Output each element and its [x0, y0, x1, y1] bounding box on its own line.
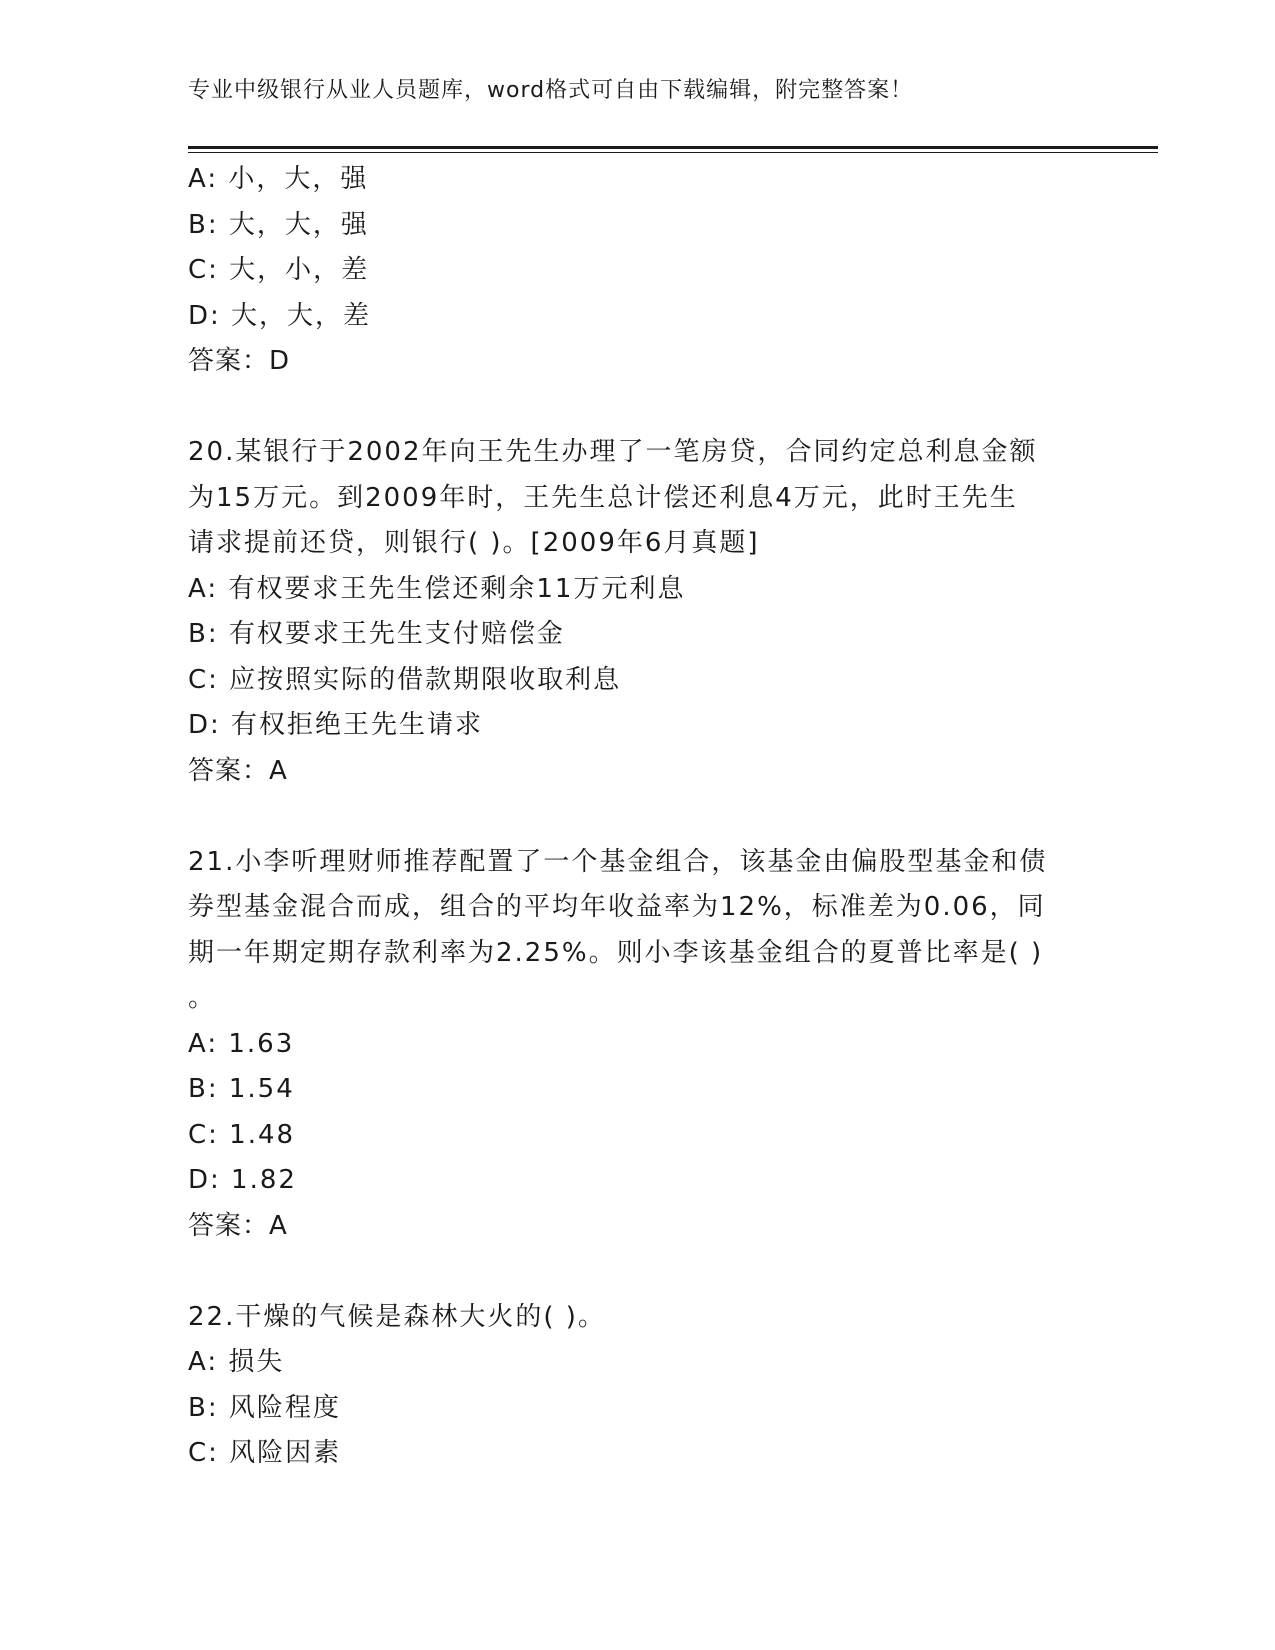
- option-a: A: 1.63: [188, 1028, 295, 1059]
- answer: 答案：D: [188, 346, 291, 376]
- option-c: C: 大，小，差: [188, 255, 370, 285]
- question-stem-line: 为15万元。到2009年时，王先生总计偿还利息4万元，此时王先生: [188, 482, 1018, 513]
- spacer: [188, 385, 1078, 431]
- question-stem-line: 21.小李听理财师推荐配置了一个基金组合，该基金由偏股型基金和债: [188, 846, 1048, 877]
- question-stem-line: 券型基金混合而成，组合的平均年收益率为12%，标准差为0.06，同: [188, 892, 1046, 922]
- document-body: [188, 157, 1078, 1477]
- option-c: C: 应按照实际的借款期限收取利息: [188, 664, 622, 695]
- prev-question: [188, 157, 1078, 385]
- question-22: [188, 1295, 1078, 1477]
- spacer: [188, 794, 1078, 840]
- option-b: B: 风险程度: [188, 1392, 341, 1423]
- option-a: A: 损失: [188, 1347, 285, 1377]
- question-20: [188, 430, 1078, 794]
- question-stem-line: 。: [188, 983, 217, 1013]
- spacer: [188, 1249, 1078, 1295]
- page-header: 专业中级银行从业人员题库，word格式可自由下载编辑，附完整答案！: [188, 78, 914, 103]
- question-stem-line: 请求提前还贷，则银行( )。[2009年6月真题]: [188, 528, 760, 558]
- question-21: [188, 840, 1078, 1250]
- header-divider: [188, 146, 1158, 153]
- option-b: B: 1.54: [188, 1074, 295, 1104]
- option-a: A: 有权要求王先生偿还剩余11万元利息: [188, 573, 686, 604]
- option-d: D: 1.82: [188, 1165, 297, 1195]
- option-a: A: 小，大，强: [188, 164, 369, 194]
- question-stem-line: 期一年期定期存款利率为2.25%。则小李该基金组合的夏普比率是( ): [188, 937, 1044, 968]
- question-stem-line: 22.干燥的气候是森林大火的( )。: [188, 1301, 606, 1332]
- option-b: B: 大，大，强: [188, 209, 369, 240]
- option-c: C: 风险因素: [188, 1438, 342, 1468]
- option-c: C: 1.48: [188, 1119, 296, 1150]
- option-d: D: 大，大，差: [188, 300, 372, 331]
- question-stem-line: 20.某银行于2002年向王先生办理了一笔房贷，合同约定总利息金额: [188, 437, 1038, 467]
- option-b: B: 有权要求王先生支付赔偿金: [188, 619, 565, 649]
- option-d: D: 有权拒绝王先生请求: [188, 710, 484, 740]
- answer: 答案：A: [188, 1210, 288, 1241]
- answer: 答案：A: [188, 755, 288, 786]
